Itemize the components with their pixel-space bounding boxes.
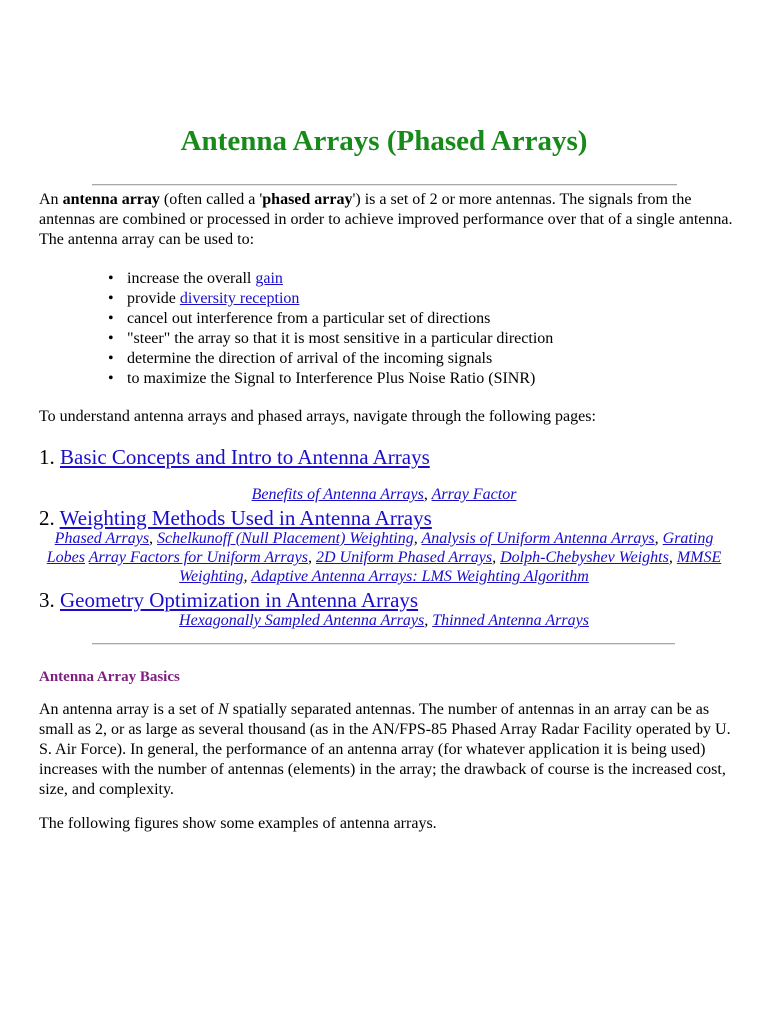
section-2-heading (39, 505, 432, 531)
figures-intro: The following figures show some examples of antenna arrays. (39, 815, 437, 832)
uses-list (108, 269, 553, 389)
weighting-methods-link[interactable]: Weighting Methods Used in Antenna Arrays (59, 506, 432, 530)
list-item (108, 349, 553, 369)
bullet-icon: • (108, 270, 114, 287)
phased-arrays-link[interactable]: Phased Arrays (54, 530, 150, 547)
basics-heading: Antenna Array Basics (39, 669, 180, 685)
term-antenna-array: antenna array (62, 191, 160, 208)
grating-lobes-link[interactable]: Grating Lobes (46, 530, 714, 566)
list-item-text: "steer" the array so that it is most sensitive in a particular direction (127, 330, 554, 347)
basics-text-1: An antenna array is a set of (39, 701, 219, 718)
separator: , (243, 568, 252, 585)
list-item (108, 269, 553, 289)
section-3-heading (39, 587, 418, 613)
section-1-heading (39, 444, 430, 470)
section-number: 1. (39, 445, 60, 469)
separator: , (307, 549, 316, 566)
bullet-icon: • (108, 350, 114, 367)
gain-link[interactable]: gain (255, 270, 283, 287)
intro-text-2: (often called a ' (159, 191, 263, 208)
list-item-text: determine the direction of arrival of the incoming signals (127, 350, 493, 367)
navigation-intro: To understand antenna arrays and phased arrays, navigate through the following pages: (39, 408, 596, 425)
2d-uniform-phased-arrays-link[interactable]: 2D Uniform Phased Arrays (315, 549, 493, 566)
separator: , (423, 486, 432, 503)
list-item-text: increase the overall (127, 270, 256, 287)
mmse-weighting-link[interactable]: MMSE Weighting (179, 549, 722, 585)
array-factor-link[interactable]: Array Factor (431, 486, 517, 503)
intro-text-3: ') is a set of 2 or more antennas. The signals from the antennas are combined or processed in order to achieve improved performance over that of a single antenna. The antenna array can be used to: (39, 191, 733, 248)
intro-paragraph (39, 190, 739, 250)
section-1-sublinks (39, 485, 729, 504)
list-item-text: to maximize the Signal to Interference Plus Noise Ratio (SINR) (127, 370, 536, 387)
separator: , (149, 530, 158, 547)
separator: , (424, 612, 433, 629)
list-item-text: cancel out interference from a particular set of directions (127, 310, 491, 327)
geometry-optimization-link[interactable]: Geometry Optimization in Antenna Arrays (60, 588, 419, 612)
diversity-reception-link[interactable]: diversity reception (179, 290, 300, 307)
separator: , (492, 549, 501, 566)
bullet-icon: • (108, 330, 114, 347)
array-factors-uniform-link[interactable]: Array Factors for Uniform Arrays (88, 549, 308, 566)
bullet-icon: • (108, 370, 114, 387)
basic-concepts-link[interactable]: Basic Concepts and Intro to Antenna Arrays (60, 445, 430, 469)
basics-paragraph (39, 700, 739, 800)
list-item (108, 309, 553, 329)
separator: , (413, 530, 422, 547)
benefits-of-antenna-arrays-link[interactable]: Benefits of Antenna Arrays (251, 486, 424, 503)
hexagonal-arrays-link[interactable]: Hexagonally Sampled Antenna Arrays (179, 612, 425, 629)
list-item-text: provide (127, 290, 180, 307)
adaptive-lms-link[interactable]: Adaptive Antenna Arrays: LMS Weighting Algorithm (251, 568, 589, 585)
section-3-sublinks (39, 611, 729, 630)
variable-n: N (218, 701, 229, 718)
list-item (108, 329, 553, 349)
section-2-sublinks (39, 529, 729, 586)
separator: , (654, 530, 663, 547)
thinned-arrays-link[interactable]: Thinned Antenna Arrays (432, 612, 589, 629)
dolph-chebyshev-link[interactable]: Dolph-Chebyshev Weights (500, 549, 669, 566)
schelkunoff-weighting-link[interactable]: Schelkunoff (Null Placement) Weighting (157, 530, 414, 547)
section-number: 2. (39, 506, 60, 530)
term-phased-array: phased array (262, 191, 353, 208)
section-number: 3. (39, 588, 60, 612)
list-item (108, 369, 553, 389)
title-divider (92, 184, 677, 186)
bullet-icon: • (108, 310, 114, 327)
separator: , (668, 549, 677, 566)
basics-text-2: spatially separated antennas. The number of antennas in an array can be as small as 2, or as large as several thousand (as in the AN/FPS-85 Phased Array Radar Facility operated by U. S. Air Force). In general, the performance of an antenna array (for whatever application it is being used) increases with the number of antennas (elements) in the array; the drawback of course is the increased cost, size, and complexity. (39, 701, 731, 798)
uniform-arrays-analysis-link[interactable]: Analysis of Uniform Antenna Arrays (421, 530, 655, 547)
list-item (108, 289, 553, 309)
section-divider (92, 643, 675, 645)
bullet-icon: • (108, 290, 114, 307)
intro-text-1: An (39, 191, 63, 208)
page-title: Antenna Arrays (Phased Arrays) (180, 125, 588, 157)
